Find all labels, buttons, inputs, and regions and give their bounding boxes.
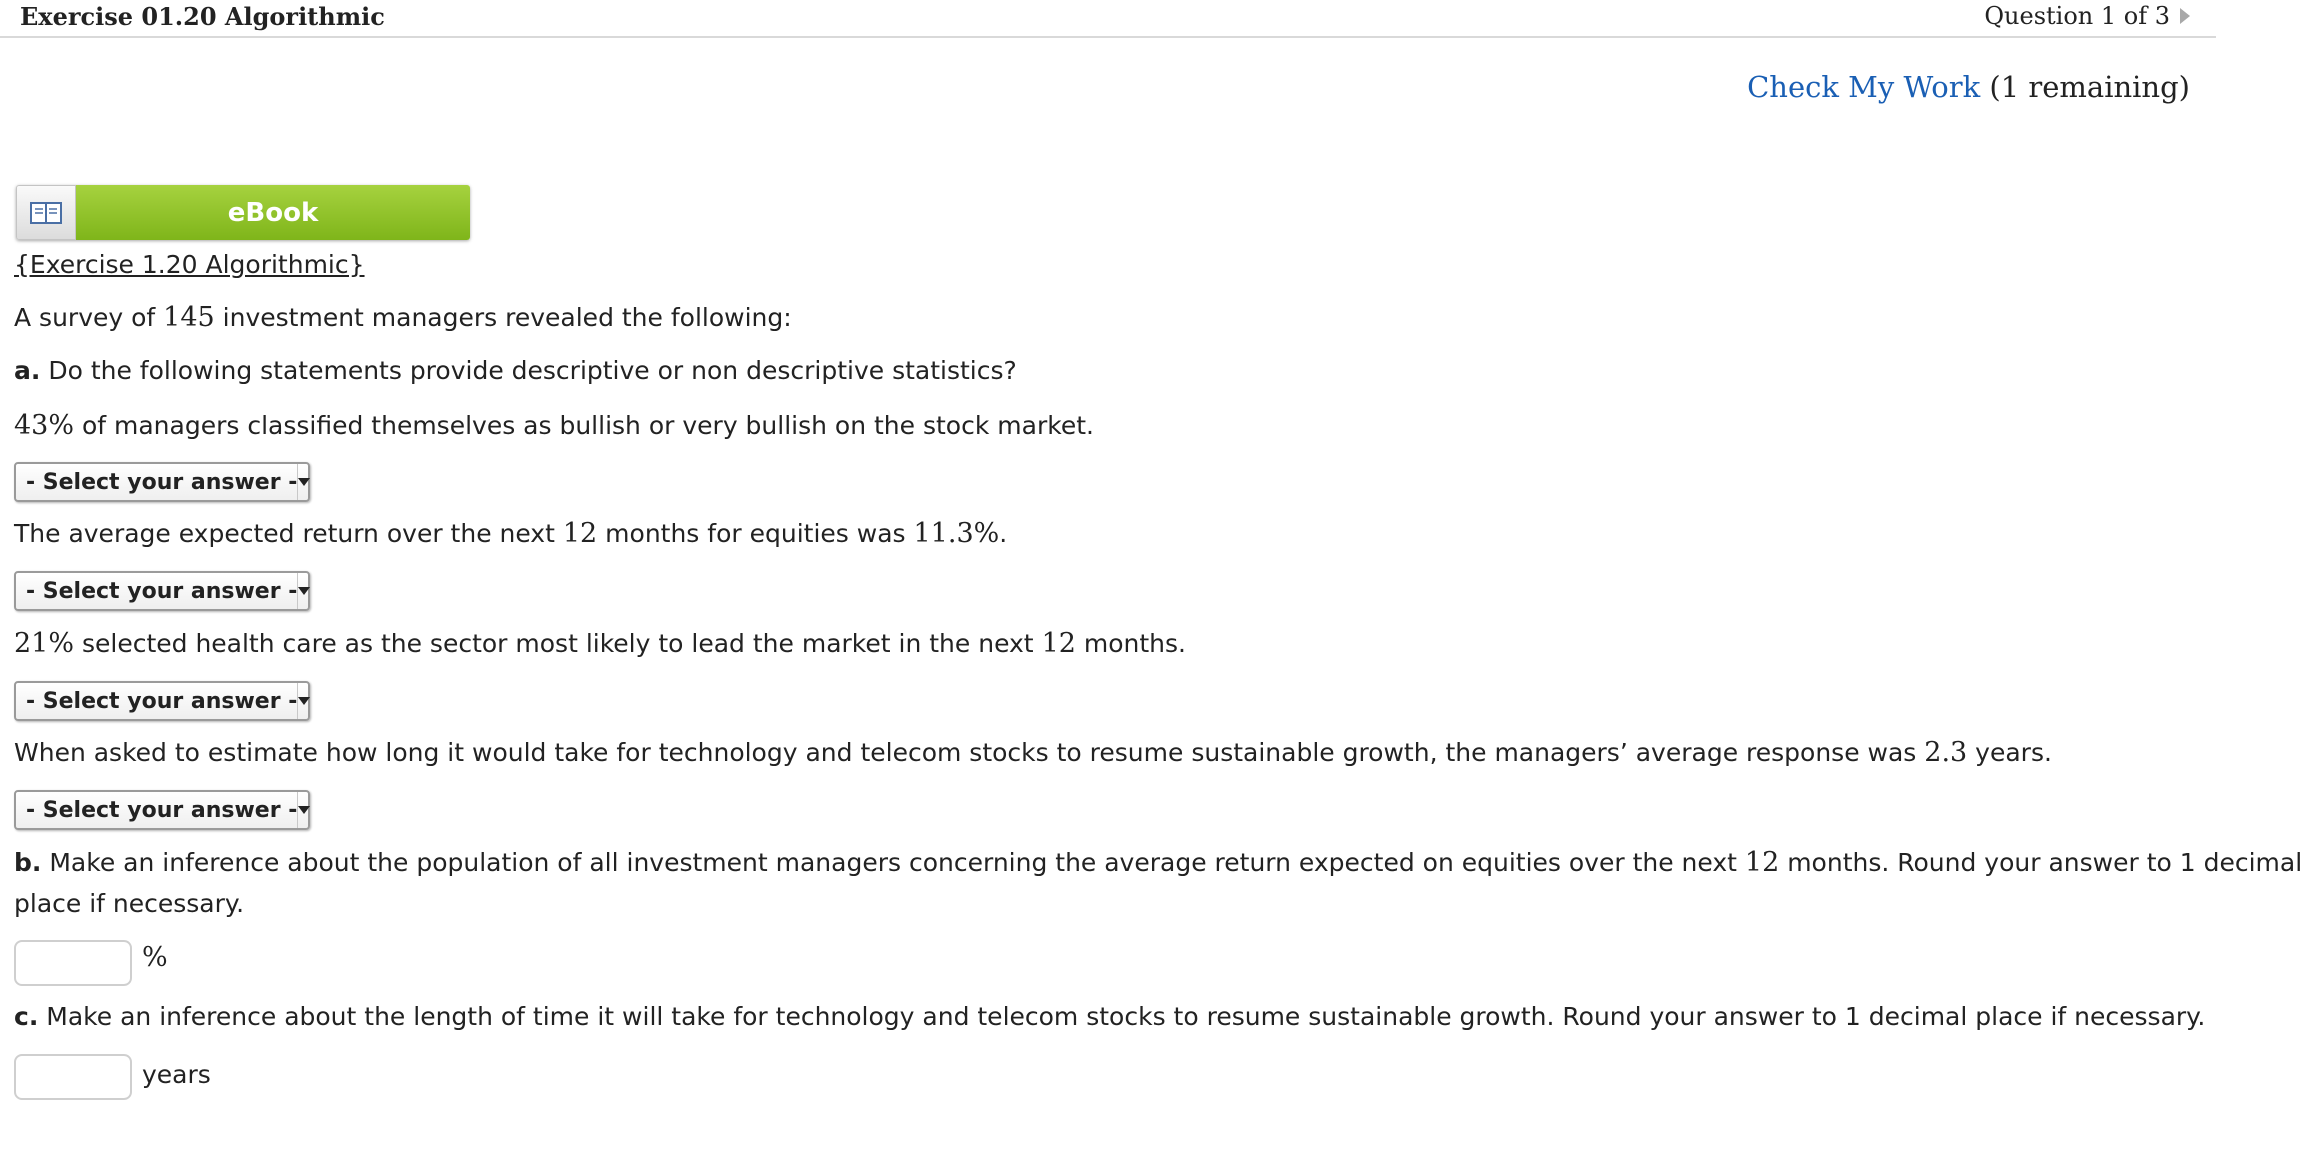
statement-1-num: 43% xyxy=(14,410,75,441)
years-unit: years xyxy=(142,1060,211,1089)
question-counter[interactable] xyxy=(1984,2,2190,30)
check-my-work-link[interactable]: Check My Work xyxy=(1747,70,1981,104)
part-b-text-2: months. Round your answer to 1 decimal xyxy=(1787,848,2302,877)
next-question-icon[interactable] xyxy=(2180,8,2190,24)
part-a-prompt xyxy=(14,356,1017,385)
statement-2-num2: 11.3% xyxy=(913,518,1000,549)
part-b-prompt-line2: place if necessary. xyxy=(14,889,245,918)
check-my-work xyxy=(1747,70,2190,104)
part-c-letter: c. xyxy=(14,1002,39,1031)
part-a-text: Do the following statements provide descriptive or non descriptive statistics? xyxy=(48,356,1017,385)
statement-3-post: months. xyxy=(1083,629,1186,658)
part-c-text: Make an inference about the length of time it will take for technology and telecom stocks to resume sustainable growth. Round your answer to 1 decimal place if necessary. xyxy=(46,1002,2206,1031)
select-value: - Select your answer - xyxy=(26,469,298,495)
statement-2-pre: The average expected return over the next xyxy=(14,519,555,548)
select-value: - Select your answer - xyxy=(26,797,298,823)
part-b-letter: b. xyxy=(14,848,42,877)
statement-1-text: of managers classified themselves as bullish or very bullish on the stock market. xyxy=(81,411,1094,440)
remaining-count: (1 remaining) xyxy=(1989,70,2190,104)
statement-3-mid: selected health care as the sector most likely to lead the market in the next xyxy=(81,629,1034,658)
statement-4-num: 2.3 xyxy=(1924,737,1968,768)
statement-4-select[interactable] xyxy=(14,790,310,830)
intro-text xyxy=(14,302,792,333)
select-value: - Select your answer - xyxy=(26,578,298,604)
statement-3-num1: 21% xyxy=(14,628,75,659)
statement-2-post: . xyxy=(999,519,1008,548)
statement-3-select[interactable] xyxy=(14,681,310,721)
statement-1 xyxy=(14,410,1094,441)
part-a-letter: a. xyxy=(14,356,41,385)
exercise-title: Exercise 01.20 Algorithmic xyxy=(20,2,385,31)
ebook-label: eBook xyxy=(76,185,470,240)
part-b-num: 12 xyxy=(1744,847,1780,878)
statement-3 xyxy=(14,628,1186,659)
part-c-input[interactable] xyxy=(14,1054,132,1100)
part-b-text-1: Make an inference about the population of all investment managers concerning the average return expected on equities over the next xyxy=(49,848,1737,877)
part-c-prompt xyxy=(14,1002,2205,1031)
part-b-input[interactable] xyxy=(14,940,132,986)
statement-4-pre: When asked to estimate how long it would take for technology and telecom stocks to resume sustainable growth, the managers’ average response was xyxy=(14,738,1917,767)
question-counter-label: Question 1 of 3 xyxy=(1984,2,2170,30)
statement-1-select[interactable] xyxy=(14,462,310,502)
part-b-prompt xyxy=(14,847,2302,878)
chevron-down-icon xyxy=(297,792,310,828)
chevron-down-icon xyxy=(297,683,310,719)
book-icon xyxy=(16,185,76,240)
statement-2-select[interactable] xyxy=(14,571,310,611)
statement-4 xyxy=(14,737,2052,768)
ebook-button[interactable] xyxy=(16,185,470,240)
chevron-down-icon xyxy=(297,464,310,500)
intro-pre: A survey of xyxy=(14,303,156,332)
select-value: - Select your answer - xyxy=(26,688,298,714)
statement-3-num2: 12 xyxy=(1041,628,1076,659)
top-bar xyxy=(0,0,2216,38)
statement-2 xyxy=(14,518,1007,549)
statement-2-mid: months for equities was xyxy=(605,519,906,548)
intro-count: 145 xyxy=(163,302,215,333)
intro-post: investment managers revealed the following: xyxy=(222,303,792,332)
percent-unit: % xyxy=(142,942,168,973)
chevron-down-icon xyxy=(297,573,310,609)
statement-4-post: years. xyxy=(1975,738,2052,767)
statement-2-num1: 12 xyxy=(562,518,598,549)
exercise-reference-link[interactable]: {Exercise 1.20 Algorithmic} xyxy=(14,250,365,279)
